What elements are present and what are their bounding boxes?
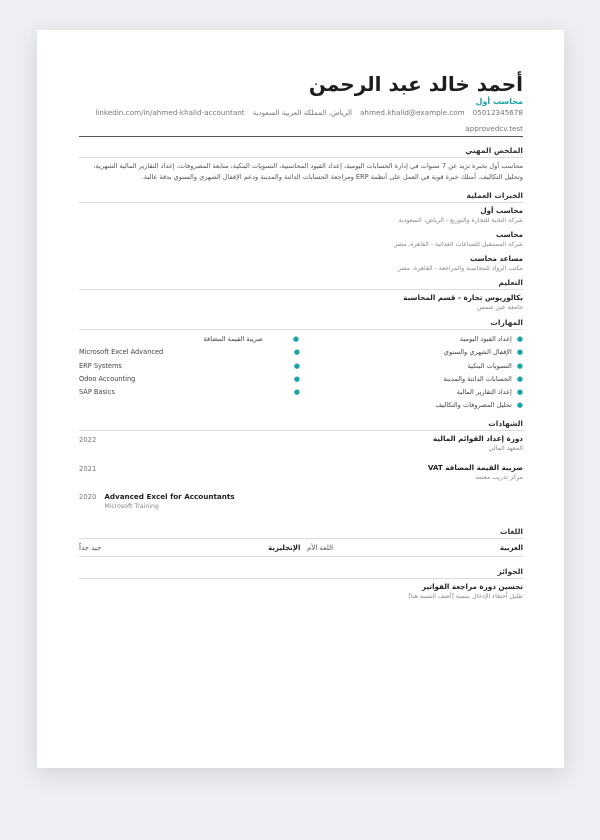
phone-number: 05012345678 bbox=[472, 108, 523, 117]
languages-row bbox=[79, 542, 523, 557]
bullet-icon: ● bbox=[516, 361, 523, 370]
certificate-year: 2021 bbox=[79, 464, 97, 473]
skills-list bbox=[79, 333, 523, 413]
bullet-icon: ● bbox=[516, 348, 523, 357]
school: جامعة عين شمس bbox=[476, 304, 523, 311]
languages-heading: اللغات bbox=[79, 527, 523, 539]
language-arabic-level: اللغة الأم bbox=[307, 543, 334, 552]
resume-page bbox=[37, 30, 564, 768]
bullet-icon: ● bbox=[293, 348, 300, 357]
award-title: تحسين دورة مراجعة الفواتير bbox=[421, 581, 523, 591]
bullet-icon: ● bbox=[516, 374, 523, 383]
skill-item: Odoo Accounting ● bbox=[79, 373, 299, 386]
education-heading: التعليم bbox=[79, 278, 523, 290]
experience-title: مساعد محاسب bbox=[469, 254, 523, 263]
location: الرياض، المملكة العربية السعودية bbox=[252, 108, 353, 117]
linkedin-link[interactable]: linkedin.com/in/ahmed-khalid-accountant bbox=[95, 108, 245, 117]
award-description: تقليل أخطاء الإدخال بنسبة [أضف النسبة هنا] bbox=[408, 592, 523, 600]
certificate-issuer: المعهد المالي bbox=[488, 444, 523, 452]
skill-item: ●ضريبة القيمة المضافة bbox=[203, 335, 299, 343]
certificate-title: ضريبة القيمة المضافة VAT bbox=[427, 462, 523, 472]
language-pair bbox=[268, 544, 333, 552]
website-link[interactable]: approvedcv.test bbox=[465, 124, 523, 133]
summary-text: محاسب أول بخبرة تزيد عن 7 سنوات في إدارة الحسابات اليومية، إعداد القيود المحاسبية، التسويات البنكية، متابعة المصروفات، إعداد التقارير المالية الشهرية، وتحليل التكاليف. أمتلك خبرة قوية في العمل على أنظمة ERP ومراجعة الحسابات الدائنة والمدينة ودعم الإقفال الشهري والسنوي بدقة عالية. bbox=[93, 162, 523, 181]
skill-item: ●الحسابات الدائنة والمدينة bbox=[443, 374, 523, 383]
summary-heading: الملخص المهني bbox=[79, 146, 523, 158]
skill-item: ●إعداد القيود اليومية bbox=[459, 335, 523, 343]
language-arabic: العربية bbox=[499, 543, 523, 552]
bullet-icon: ● bbox=[293, 361, 300, 370]
job-title: محاسب أول bbox=[475, 97, 523, 106]
certificate-year: 2022 bbox=[79, 435, 97, 444]
certificate-issuer: Microsoft Training bbox=[104, 502, 159, 510]
bullet-icon: ● bbox=[293, 388, 300, 397]
certificate-year: 2020 bbox=[79, 492, 97, 501]
skill-item: SAP Basics ● bbox=[79, 386, 299, 399]
experience-company: شركة المستقبل للصناعات الغذائية - القاهرة، مصر bbox=[394, 241, 523, 248]
language-english-level: جيد جداً bbox=[79, 543, 102, 552]
skill-item: Microsoft Excel Advanced ● bbox=[79, 346, 299, 359]
experience-item bbox=[79, 206, 523, 225]
experience-company: شركة النخبة للتجارة والتوزيع - الرياض، السعودية bbox=[398, 217, 523, 224]
skill-item: ERP Systems ● bbox=[79, 360, 299, 373]
experience-company: مكتب الرواد للمحاسبة والمراجعة - القاهرة، مصر bbox=[397, 265, 523, 272]
skill-item: ●تحليل المصروفات والتكاليف bbox=[435, 401, 523, 410]
experience-heading: الخبرات العملية bbox=[79, 191, 523, 203]
certificate-item bbox=[79, 434, 523, 453]
experience-item bbox=[79, 230, 523, 249]
contact-info bbox=[79, 107, 523, 135]
bullet-icon: ● bbox=[516, 335, 523, 343]
email-address: ahmed.khalid@example.com bbox=[360, 108, 465, 117]
header-divider bbox=[79, 136, 523, 137]
skill-item: ●الإقفال الشهري والسنوي bbox=[443, 348, 523, 357]
skills-heading: المهارات bbox=[79, 318, 523, 330]
awards-heading: الجوائز bbox=[79, 567, 523, 579]
certificate-title: دورة إعداد القوائم المالية bbox=[432, 433, 523, 443]
bullet-icon: ● bbox=[516, 388, 523, 397]
skill-item: ●التسويات البنكية bbox=[467, 361, 523, 370]
skill-item: ●إعداد التقارير المالية bbox=[456, 388, 523, 397]
bullet-icon: ● bbox=[292, 335, 299, 343]
candidate-name: أحمد خالد عبد الرحمن bbox=[308, 72, 523, 96]
bullet-icon: ● bbox=[516, 401, 523, 410]
experience-title: محاسب أول bbox=[480, 206, 523, 215]
language-english: الإنجليزية bbox=[268, 543, 301, 552]
education-item bbox=[79, 293, 523, 312]
certificate-item bbox=[79, 463, 523, 482]
certificate-item bbox=[79, 492, 523, 511]
certificate-title: Advanced Excel for Accountants bbox=[104, 491, 235, 501]
skills-column-left bbox=[79, 333, 299, 413]
award-item bbox=[79, 582, 523, 601]
experience-item bbox=[79, 254, 523, 273]
experience-title: محاسب bbox=[495, 230, 523, 239]
certificate-issuer: مركز تدريب معتمد bbox=[475, 473, 523, 481]
degree: بكالوريوس تجارة - قسم المحاسبة bbox=[403, 293, 523, 302]
certificates-heading: الشهادات bbox=[79, 419, 523, 431]
skills-column-right bbox=[318, 333, 523, 413]
bullet-icon: ● bbox=[293, 374, 300, 383]
resume-content bbox=[79, 146, 523, 601]
